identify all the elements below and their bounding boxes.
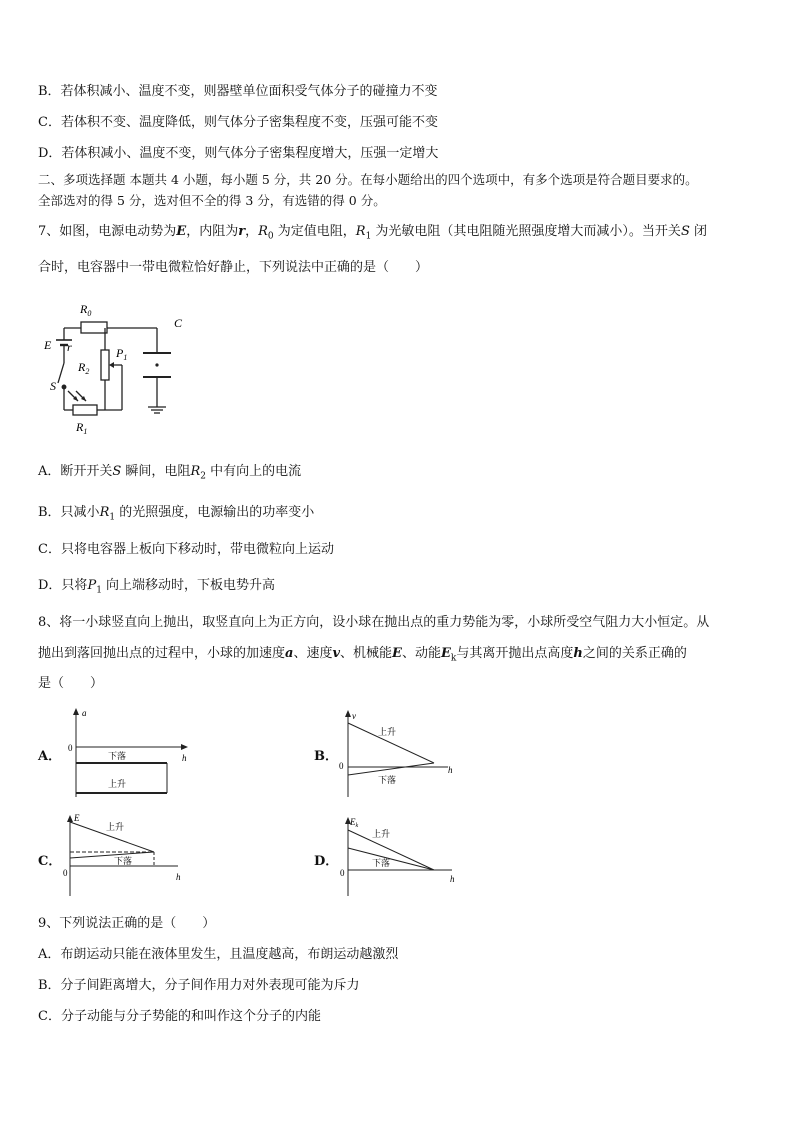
- q9-option-b: B．分子间距离增大，分子间作用力对外表现可能为斥力: [38, 978, 360, 993]
- q8-stem-line3: 是（ ）: [38, 676, 104, 691]
- graph-a-up-label: 上升: [108, 779, 127, 789]
- graph-c-down-label: 下落: [114, 856, 133, 866]
- label-p1: $P_1$: [116, 346, 128, 362]
- q7-circuit-diagram: [40, 295, 200, 435]
- q7-stem-line1: 7、如图，电源电动势为E，内阻为r，$R_0$ 为定值电阻，$R_1$ 为光敏电阻（其电阻随光照强度增大而减小）。当开关S 闭: [38, 224, 707, 242]
- q9-stem: 9、下列说法正确的是（ ）: [38, 916, 216, 931]
- graph-a-label: A．: [38, 749, 62, 764]
- graph-c: [60, 810, 195, 900]
- graph-a: [60, 705, 195, 800]
- graph-d: [330, 810, 465, 900]
- graph-a-down-label: 下落: [108, 751, 127, 761]
- graph-a-xlabel: h: [182, 753, 187, 763]
- graph-d-xlabel: h: [450, 874, 455, 884]
- q7-option-d: D．只将$P_1$ 向上端移动时，下板电势升高: [38, 578, 276, 596]
- graph-b-xlabel: h: [448, 765, 453, 775]
- resistor-r1: [73, 405, 97, 415]
- q7-stem-line2: 合时，电容器中一带电微粒恰好静止，下列说法中正确的是（ ）: [38, 260, 429, 275]
- resistor-r0: [81, 322, 107, 333]
- q8-stem-line2: 抛出到落回抛出点的过程中，小球的加速度a、速度v、机械能E、动能$E_k$与其离开抛出点高度h之间的关系正确的: [38, 646, 687, 664]
- graph-d-down-label: 下落: [372, 858, 391, 868]
- graph-b: [330, 705, 460, 800]
- label-r: r: [67, 340, 72, 354]
- graph-c-ylabel: E: [74, 813, 80, 823]
- graph-c-xlabel: h: [176, 872, 181, 882]
- graph-a-ylabel: a: [82, 708, 87, 718]
- q7-option-b: B．只减小$R_1$ 的光照强度，电源输出的功率变小: [38, 505, 315, 523]
- resistor-r2: [101, 350, 109, 380]
- label-e: E: [44, 338, 52, 352]
- label-c: C: [174, 316, 183, 330]
- graph-b-ylabel: v: [352, 711, 356, 721]
- graph-a-origin: 0: [68, 743, 73, 753]
- graph-d-ylabel: $E_k$: [350, 817, 359, 829]
- graph-c-origin: 0: [63, 868, 68, 878]
- graph-d-up-label: 上升: [372, 829, 391, 839]
- section2-instruction-line1: 二、多项选择题 本题共 4 小题，每小题 5 分，共 20 分。在每小题给出的四个选项中，有多个选项是符合题目要求的。: [38, 172, 698, 187]
- graph-d-label: D．: [314, 854, 339, 869]
- q9-option-c: C．分子动能与分子势能的和叫作这个分子的内能: [38, 1009, 321, 1024]
- q6-option-b: B．若体积减小、温度不变，则器壁单位面积受气体分子的碰撞力不变: [38, 84, 438, 99]
- label-r0: $R_0$: [80, 302, 92, 318]
- q7-option-c: C．只将电容器上板向下移动时，带电微粒向上运动: [38, 542, 334, 557]
- q6-option-c: C．若体积不变、温度降低，则气体分子密集程度不变，压强可能不变: [38, 115, 438, 130]
- graph-b-up-label: 上升: [378, 727, 397, 737]
- graph-b-label: B．: [314, 749, 338, 764]
- q8-stem-line1: 8、将一小球竖直向上抛出，取竖直向上为正方向，设小球在抛出点的重力势能为零，小球所受空气阻力大小恒定。从: [38, 615, 710, 630]
- label-r1: $R_1$: [76, 420, 88, 435]
- q6-option-d: D．若体积减小、温度不变，则气体分子密集程度增大，压强一定增大: [38, 146, 439, 161]
- label-r2: $R_2$: [78, 360, 90, 376]
- section2-instruction-line2: 全部选对的得 5 分，选对但不全的得 3 分，有选错的得 0 分。: [38, 193, 386, 208]
- label-s: S: [50, 379, 56, 393]
- graph-b-down-label: 下落: [378, 775, 397, 785]
- graph-d-origin: 0: [340, 868, 345, 878]
- graph-c-label: C．: [38, 854, 62, 869]
- q7-option-a: A．断开开关S 瞬间，电阻$R_2$ 中有向上的电流: [38, 464, 302, 482]
- graph-b-origin: 0: [339, 761, 344, 771]
- q9-option-a: A．布朗运动只能在液体里发生，且温度越高，布朗运动越激烈: [38, 947, 399, 962]
- graph-c-up-label: 上升: [106, 822, 125, 832]
